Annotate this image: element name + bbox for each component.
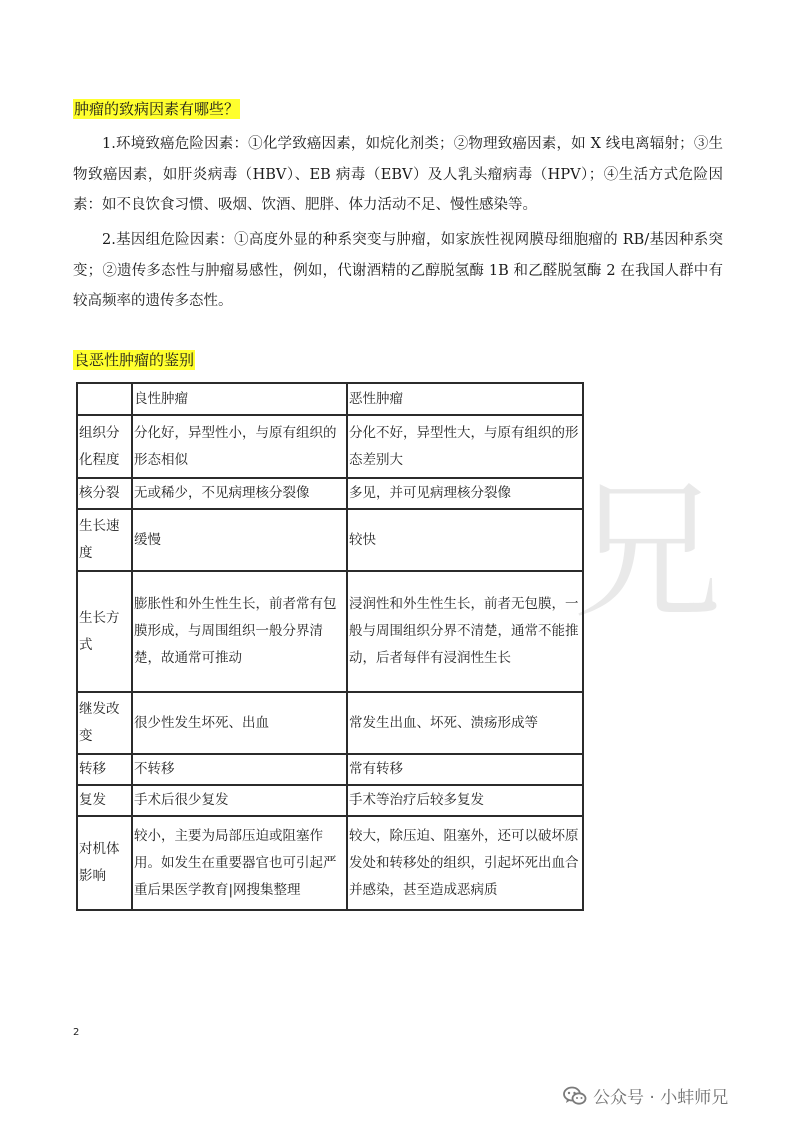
malignant-cell: 多见，并可见病理核分裂像 — [347, 478, 583, 509]
paragraph-genomic-factors: 2.基因组危险因素：①高度外显的种系突变与肿瘤，如家族性视网膜母细胞瘤的 RB/基因种系突变；②遗传多态性与肿瘤易感性，例如，代谢酒精的乙醇脱氢酶 1B 和乙醛脱氢酶 2 在我国人群中有较高频率的遗传多态性。 — [73, 232, 723, 309]
row-label: 复发 — [77, 785, 132, 816]
benign-cell: 膨胀性和外生性生长，前者常有包膜形成，与周围组织一般分界清楚，故通常可推动 — [132, 571, 347, 692]
section-heading-causes: 肿瘤的致病因素有哪些？ — [74, 100, 240, 118]
header-cell-malignant: 恶性肿瘤 — [347, 383, 583, 415]
table-row — [77, 509, 583, 571]
header-cell-benign: 良性肿瘤 — [132, 383, 347, 415]
table-row — [77, 785, 583, 816]
row-label: 继发改变 — [77, 692, 132, 754]
benign-cell: 手术后很少复发 — [132, 785, 347, 816]
benign-cell: 很少性发生坏死、出血 — [132, 692, 347, 754]
malignant-cell: 较快 — [347, 509, 583, 571]
watermark: 兄 — [572, 466, 723, 640]
table-header-row — [77, 383, 583, 415]
benign-cell: 无或稀少，不见病理核分裂像 — [132, 478, 347, 509]
row-label: 组织分化程度 — [77, 415, 132, 478]
tumor-comparison-table — [76, 382, 584, 911]
benign-cell: 分化好，异型性小，与原有组织的形态相似 — [132, 415, 347, 478]
account-name: 公众号 · 小蚌师兄 — [593, 1088, 729, 1108]
malignant-cell: 常有转移 — [347, 754, 583, 785]
wechat-icon — [563, 1086, 587, 1106]
table-row — [77, 571, 583, 692]
benign-cell: 缓慢 — [132, 509, 347, 571]
malignant-cell: 分化不好，异型性大，与原有组织的形态差别大 — [347, 415, 583, 478]
table-row — [77, 415, 583, 478]
table-row — [77, 478, 583, 509]
header-cell-corner — [77, 383, 132, 415]
malignant-cell: 常发生出血、坏死、溃疡形成等 — [347, 692, 583, 754]
row-label: 转移 — [77, 754, 132, 785]
account-brand — [563, 1083, 728, 1108]
paragraph-environmental-factors: 1.环境致癌危险因素：①化学致癌因素，如烷化剂类；②物理致癌因素，如 X 线电离辐射；③生物致癌因素，如肝炎病毒（HBV）、EB 病毒（EBV）及人乳头瘤病毒（HPV）；④生活方式危险因素：如不良饮食习惯、吸烟、饮酒、肥胖、体力活动不足、慢性感染等。 — [73, 136, 723, 213]
row-label: 生长方式 — [77, 571, 132, 692]
malignant-cell: 手术等治疗后较多复发 — [347, 785, 583, 816]
benign-cell: 较小，主要为局部压迫或阻塞作用。如发生在重要器官也可引起严重后果医学教育|网搜集整理 — [132, 816, 347, 910]
table-row — [77, 816, 583, 910]
malignant-cell: 较大，除压迫、阻塞外，还可以破坏原发处和转移处的组织，引起坏死出血合并感染，甚至造成恶病质 — [347, 816, 583, 910]
benign-cell: 不转移 — [132, 754, 347, 785]
malignant-cell: 浸润性和外生性生长，前者无包膜，一般与周围组织分界不清楚，通常不能推动，后者每伴有浸润性生长 — [347, 571, 583, 692]
row-label: 对机体影响 — [77, 816, 132, 910]
row-label: 生长速度 — [77, 509, 132, 571]
row-label: 核分裂 — [77, 478, 132, 509]
section-heading-comparison: 良恶性肿瘤的鉴别 — [74, 351, 195, 369]
page-number: 2 — [73, 1027, 80, 1038]
table-row — [77, 692, 583, 754]
table-row — [77, 754, 583, 785]
